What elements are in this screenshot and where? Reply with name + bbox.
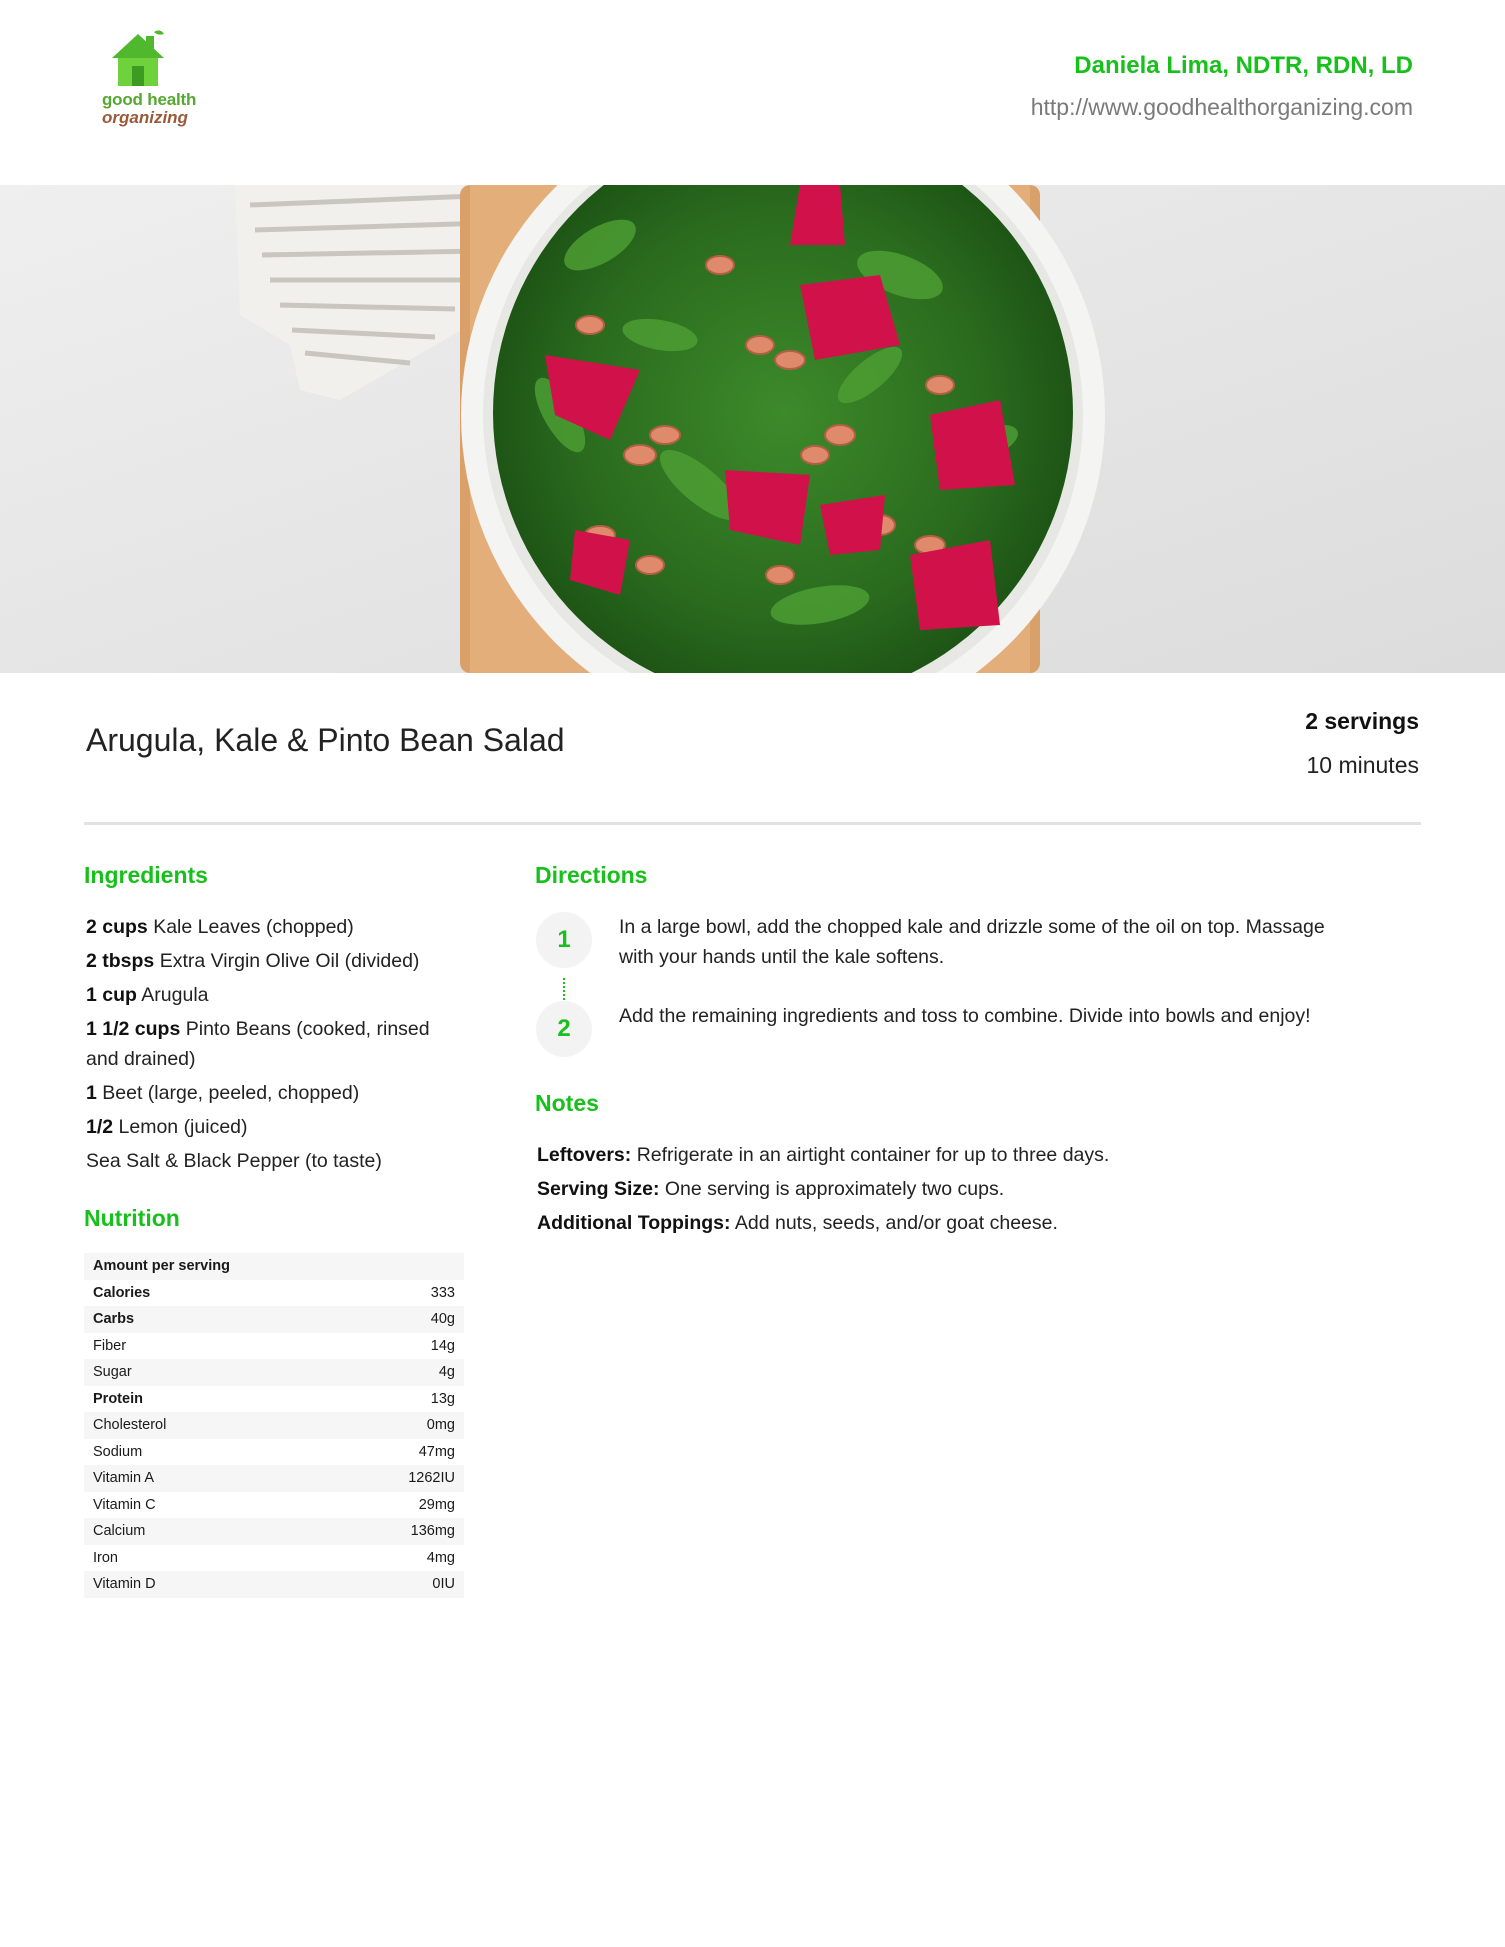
logo-text-line2: organizing — [102, 108, 188, 127]
step-number-badge: 1 — [536, 912, 592, 968]
nutrient-label: Fiber — [93, 1337, 127, 1354]
nutrient-value: 0IU — [306, 1571, 464, 1598]
table-row — [84, 1412, 464, 1439]
table-row — [84, 1545, 464, 1572]
nutrient-value: 40g — [306, 1306, 464, 1333]
ingredient-item — [86, 1014, 466, 1074]
ingredient-qty: 1 1/2 cups — [86, 1018, 181, 1040]
nutrient-label: Vitamin C — [93, 1496, 156, 1513]
nutrient-label: Protein — [93, 1390, 143, 1407]
nutrient-label: Carbs — [84, 1306, 306, 1333]
note-item — [537, 1208, 1397, 1238]
ingredient-text: Arugula — [136, 984, 209, 1006]
nutrient-value: 333 — [430, 1284, 455, 1301]
nutrition-header-cell: Amount per serving — [84, 1253, 464, 1280]
nutrient-value: 0mg — [306, 1412, 464, 1439]
nutrient-value: 13g — [430, 1390, 455, 1407]
ingredient-qty: 1 cup — [86, 984, 137, 1006]
nutrient-value: 4g — [306, 1359, 464, 1386]
ingredient-item — [86, 1112, 466, 1142]
hero-salad-photo — [0, 185, 1505, 673]
author-name: Daniela Lima, NDTR, RDN, LD — [1074, 52, 1413, 79]
note-text: One serving is approximately two cups. — [659, 1178, 1005, 1200]
brand-logo — [88, 28, 218, 146]
ingredient-text: Kale Leaves (chopped) — [147, 916, 354, 938]
step-text: Add the remaining ingredients and toss to combine. Divide into bowls and enjoy! — [619, 1005, 1311, 1027]
note-item — [537, 1140, 1397, 1170]
table-row — [84, 1253, 464, 1280]
ingredient-item — [86, 1078, 466, 1108]
table-row — [84, 1571, 464, 1598]
ingredient-qty: 1 — [86, 1082, 97, 1104]
website-url[interactable]: http://www.goodhealthorganizing.com — [1030, 94, 1413, 120]
table-row — [84, 1518, 464, 1545]
ingredient-text: Extra Virgin Olive Oil (divided) — [154, 950, 420, 972]
section-divider — [84, 822, 1421, 825]
nutrient-label: Calories — [93, 1284, 151, 1301]
table-row — [84, 1333, 464, 1360]
recipe-title: Arugula, Kale & Pinto Bean Salad — [86, 722, 565, 758]
ingredient-item — [86, 946, 466, 976]
ingredient-text: Pinto Beans (cooked, rinsed and drained) — [86, 1018, 430, 1070]
ingredient-item — [86, 980, 466, 1010]
nutrition-table — [84, 1253, 464, 1598]
ingredients-heading: Ingredients — [84, 862, 208, 888]
note-text: Add nuts, seeds, and/or goat cheese. — [730, 1212, 1058, 1234]
servings-count: 2 servings — [1305, 708, 1419, 734]
note-label: Serving Size: — [537, 1178, 660, 1200]
ingredient-text: Beet (large, peeled, chopped) — [96, 1082, 360, 1104]
step-connector — [563, 978, 565, 1000]
note-text: Refrigerate in an airtight container for up to three days. — [631, 1144, 1110, 1166]
table-row — [84, 1359, 464, 1386]
nutrient-value: 4mg — [426, 1549, 455, 1566]
table-row — [84, 1306, 464, 1333]
nutrition-heading: Nutrition — [84, 1205, 180, 1231]
ingredient-item — [86, 912, 466, 942]
note-label: Leftovers: — [537, 1144, 632, 1166]
nutrient-label: Cholesterol — [84, 1412, 306, 1439]
notes-list — [537, 1140, 1397, 1242]
nutrient-value: 136mg — [306, 1518, 464, 1545]
step-number-badge: 2 — [536, 1001, 592, 1057]
ingredient-item — [86, 1146, 466, 1176]
ingredient-text: Lemon (juiced) — [113, 1116, 248, 1138]
ingredients-list — [86, 912, 466, 1180]
nutrient-value: 29mg — [418, 1496, 455, 1513]
logo-text-line1: good health — [102, 90, 197, 109]
note-item — [537, 1174, 1397, 1204]
note-label: Additional Toppings: — [537, 1212, 731, 1234]
nutrient-label: Iron — [93, 1549, 118, 1566]
nutrient-label: Sodium — [93, 1443, 143, 1460]
house-icon — [88, 28, 218, 98]
nutrient-label: Sugar — [84, 1359, 306, 1386]
ingredient-qty: 2 tbsps — [86, 950, 155, 972]
table-row — [84, 1280, 464, 1307]
nutrient-label: Vitamin D — [84, 1571, 306, 1598]
ingredient-qty: 1/2 — [86, 1116, 114, 1138]
ingredient-qty: 2 cups — [86, 916, 148, 938]
table-row — [84, 1465, 464, 1492]
prep-time: 10 minutes — [1306, 752, 1419, 778]
directions-heading: Directions — [535, 862, 648, 888]
nutrient-value: 47mg — [418, 1443, 455, 1460]
notes-heading: Notes — [535, 1090, 599, 1116]
nutrient-label: Calcium — [84, 1518, 306, 1545]
nutrient-value: 1262IU — [306, 1465, 464, 1492]
table-row — [84, 1492, 464, 1519]
nutrient-value: 14g — [430, 1337, 455, 1354]
step-text: In a large bowl, add the chopped kale and drizzle some of the oil on top. Massage with your hands until the kale softens. — [619, 916, 1325, 968]
ingredient-text: Sea Salt & Black Pepper (to taste) — [86, 1150, 382, 1172]
nutrient-label: Vitamin A — [84, 1465, 306, 1492]
table-row — [84, 1439, 464, 1466]
table-row — [84, 1386, 464, 1413]
